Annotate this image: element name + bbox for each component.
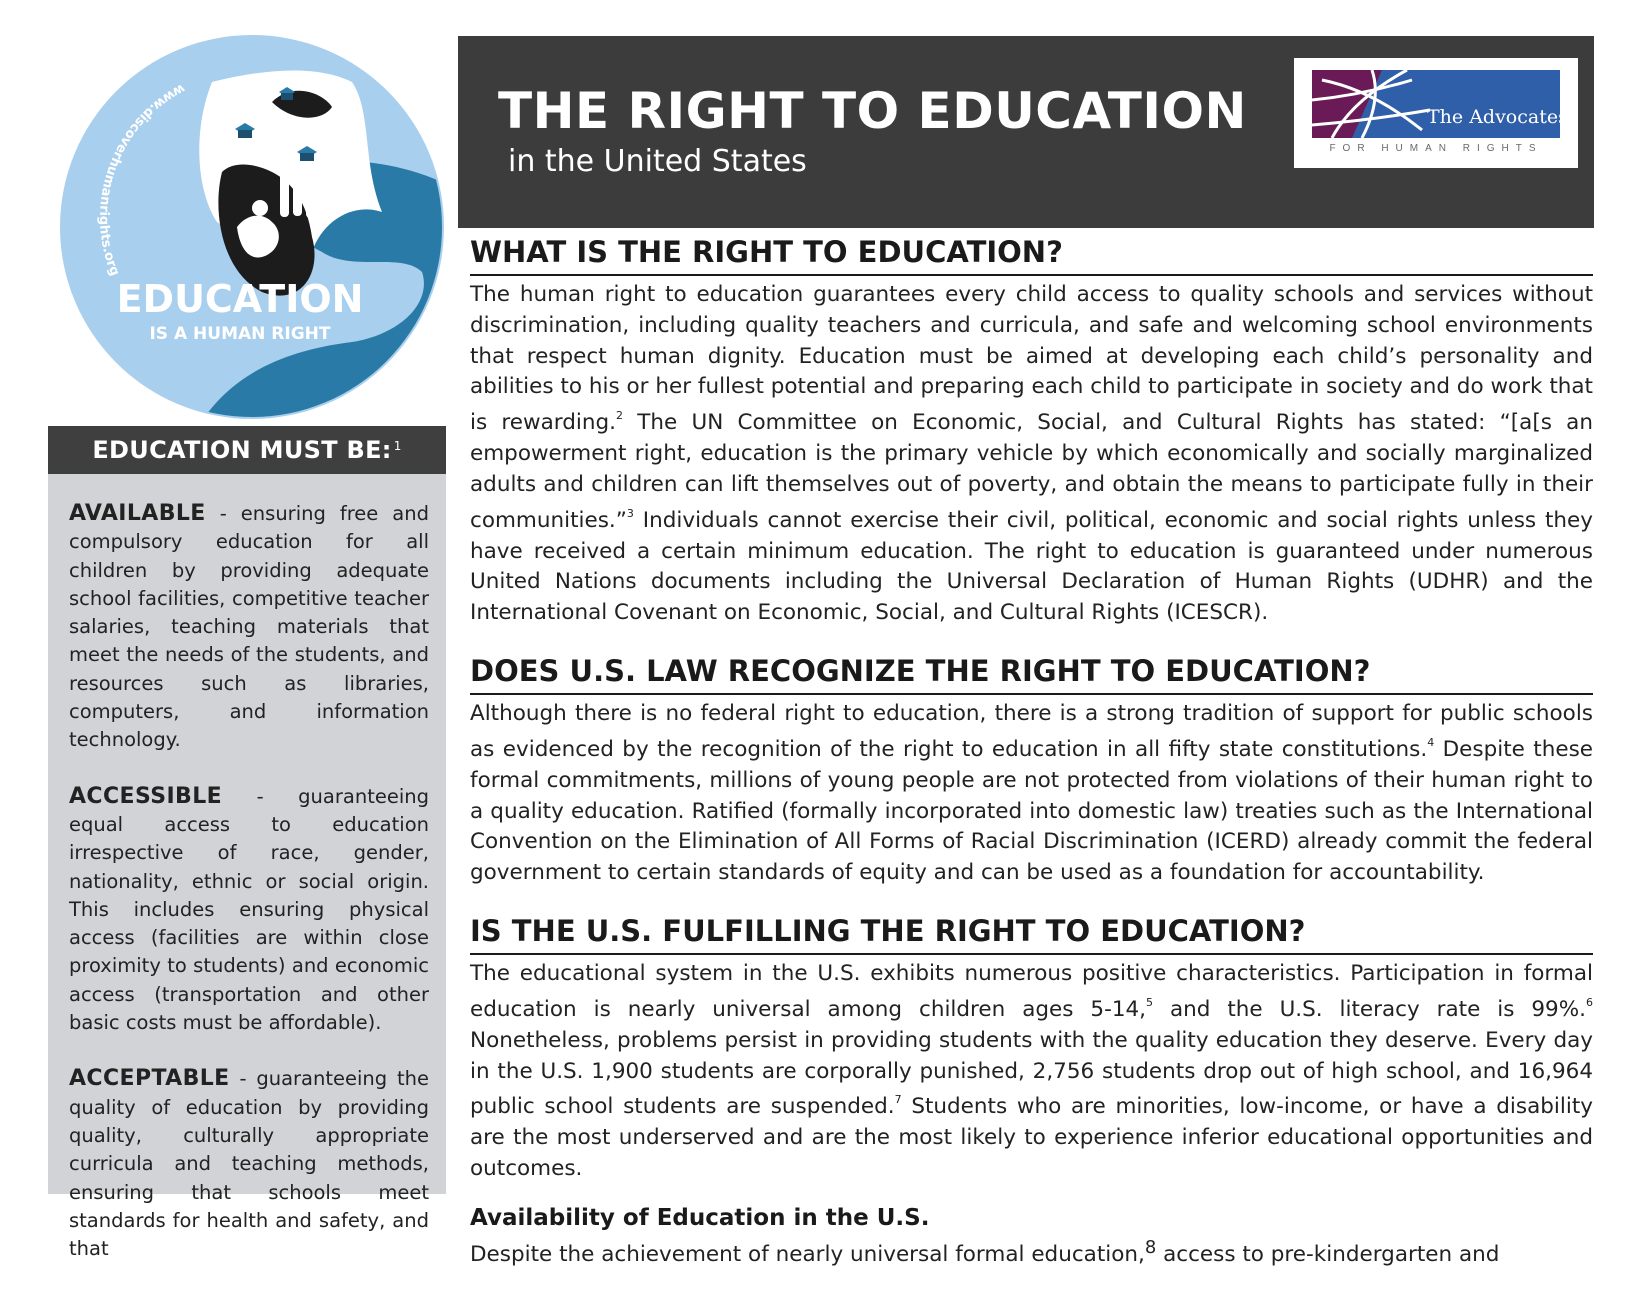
body-text: The human right to education guarantees every child access to quality schools and services without discrimination, including quality teachers and curricula, and safe and welcoming school environments that respect human dignity. Education must be aimed at developing each child’s personality and abilities to his or her fullest potential and preparing each child to participate in society and do work that is rewarding.	[470, 282, 1593, 436]
logo-url-text: www.discoverhumanrights.org	[95, 80, 188, 279]
body-text: Although there is no federal right to education, there is a strong tradition of support for public schools as evidenced by the recognition of the right to education in all fifty state constitutions.	[470, 701, 1593, 763]
body-text: The UN Committee on Economic, Social, and Cultural Rights has stated: “[a[s an empowerment right, education is the primary vehicle by which economically and socially marginalized adults and children can lift themselves out of poverty, and obtain the means to participate fully in their communities.”	[470, 410, 1593, 533]
hand-icon-finger	[293, 166, 302, 216]
page-title: THE RIGHT TO EDUCATION	[498, 82, 1247, 140]
body-text: The educational system in the U.S. exhibits numerous positive characteristics. Participation in formal education is nearly universal among children ages 5-14,	[470, 961, 1593, 1022]
sidebar-item-text: - guaranteeing equal access to education irrespective of race, gender, nationality, ethnic or social origin. This includes ensuring physical access (facilities are within close proximity to students) and economic access (transportation and other basic costs must be affordable).	[69, 784, 429, 1035]
education-human-right-logo	[22, 22, 452, 437]
section-heading-fulfilling: IS THE U.S. FULFILLING THE RIGHT TO EDUCATION?	[470, 911, 1593, 955]
footnote-ref: 7	[894, 1093, 902, 1107]
section-body-what-is	[470, 280, 1593, 629]
footnote-ref: 2	[615, 409, 623, 423]
sidebar-heading-footnote: 1	[393, 439, 402, 453]
sidebar-item-accessible	[69, 783, 429, 1038]
main-content	[470, 232, 1593, 1270]
hand-icon-finger	[306, 174, 315, 218]
advocates-tagline: FOR HUMAN RIGHTS	[1329, 143, 1543, 154]
advocates-name: The Advocates	[1427, 106, 1568, 128]
hand-icon-finger	[280, 172, 289, 217]
sidebar-item-acceptable	[69, 1065, 429, 1263]
dove-head	[252, 200, 268, 216]
section-body-us-law	[470, 699, 1593, 889]
sidebar-heading-text: EDUCATION MUST BE:	[92, 436, 392, 464]
footnote-ref: 3	[626, 506, 634, 520]
section-heading-us-law: DOES U.S. LAW RECOGNIZE THE RIGHT TO EDUCATION?	[470, 651, 1593, 695]
logo-sub-text: IS A HUMAN RIGHT	[149, 324, 331, 344]
footnote-ref: 8	[1144, 1236, 1157, 1258]
advocates-logo	[1294, 58, 1578, 168]
footnote-ref: 4	[1427, 735, 1435, 749]
sidebar-item-text: - guaranteeing the quality of education by providing quality, culturally appropriate curricula and teaching methods, ensuring that schools meet standards for health and safety, and that	[69, 1067, 429, 1261]
footnote-ref: 5	[1146, 995, 1154, 1009]
body-text: access to pre-kindergarten and	[1156, 1242, 1500, 1268]
subsection-body-availability	[470, 1233, 1593, 1270]
body-text: Despite the achievement of nearly universal formal education,	[470, 1242, 1145, 1268]
sidebar-item-text: - ensuring free and compulsory education for all children by providing adequate school facilities, competitive teacher salaries, teaching materials that meet the needs of the students, and resources such as libraries, computers, and information technology.	[69, 502, 429, 752]
body-text: and the U.S. literacy rate is 99%.	[1153, 996, 1586, 1022]
page-subtitle: in the United States	[508, 144, 807, 179]
footnote-ref: 6	[1586, 995, 1593, 1009]
sidebar-item-available	[69, 500, 429, 755]
body-text: Students who are minorities, low-income, or have a disability are the most underserved and are the most likely to experience inferior educational opportunities and outcomes.	[470, 1094, 1593, 1182]
sidebar-heading	[48, 426, 446, 474]
logo-graphic	[22, 22, 452, 437]
section-body-fulfilling	[470, 959, 1593, 1185]
body-text: Despite these formal commitments, millions of young people are not protected from violations of their human right to a quality education. Ratified (formally incorporated into domestic law) treaties such as the International Convention on the Elimination of All Forms of Racial Discrimination (ICERD) already commit the federal government to certain standards of equity and can be used as a foundation for accountability.	[470, 737, 1593, 886]
section-heading-what-is: WHAT IS THE RIGHT TO EDUCATION?	[470, 232, 1593, 276]
subsection-heading-availability: Availability of Education in the U.S.	[470, 1204, 930, 1231]
sidebar-item-term: AVAILABLE	[69, 501, 206, 526]
sidebar-item-term: ACCEPTABLE	[69, 1066, 230, 1092]
body-text: Individuals cannot exercise their civil, political, economic and social rights unless they have received a certain minimum education. The right to education is guaranteed under numerous United Nations documents including the Universal Declaration of Human Rights (UDHR) and the International Covenant on Economic, Social, and Cultural Rights (ICESCR).	[470, 507, 1593, 626]
sidebar-list	[69, 500, 429, 1291]
logo-main-text: EDUCATION	[116, 277, 364, 321]
sidebar-item-term: ACCESSIBLE	[69, 783, 223, 809]
body-text: Nonetheless, problems persist in providing students with the quality education they deserve. Every day in the U.S. 1,900 students are corporally punished, 2,756 students drop out of high school, and 16,964 public school students are suspended.	[470, 1027, 1593, 1120]
